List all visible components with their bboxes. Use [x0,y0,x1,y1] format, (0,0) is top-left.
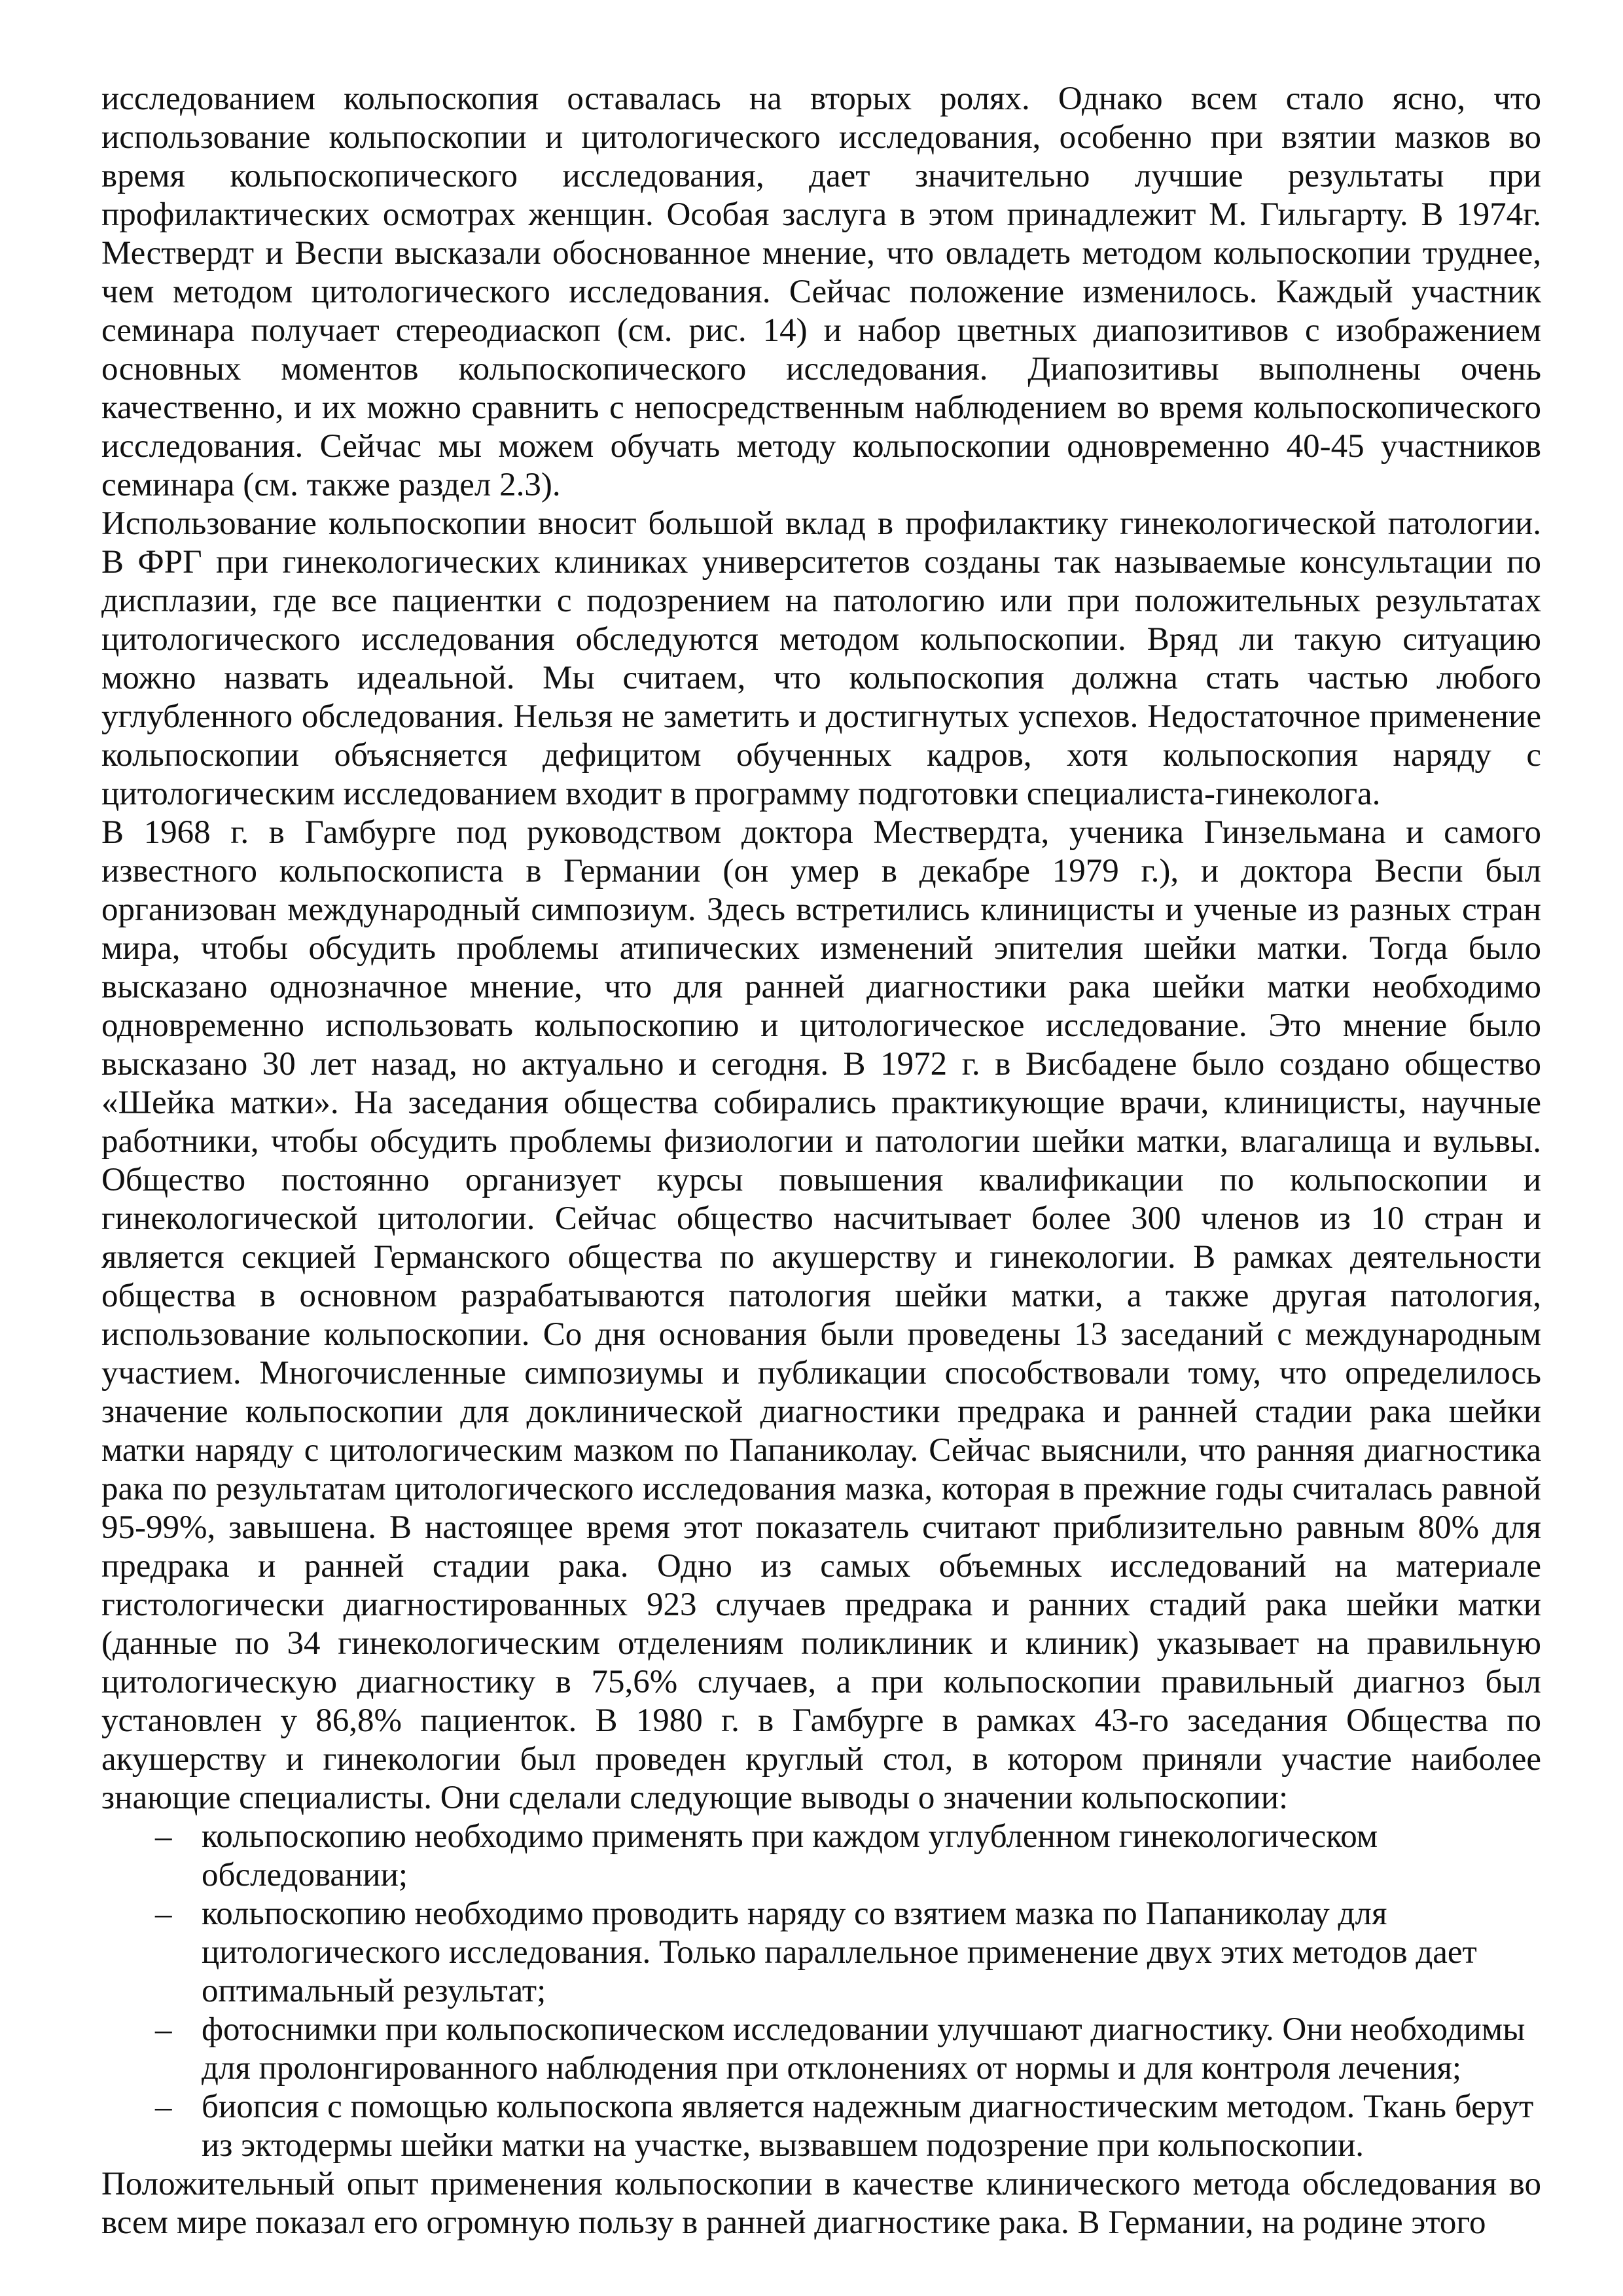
list-item-text: кольпоскопию необходимо применять при каждом углубленном гинекологическом обследовании; [202,1818,1378,1893]
list-dash-marker: – [155,2011,172,2048]
list-dash-marker: – [155,1895,172,1932]
paragraph-colposcopy-prevention: Использование кольпоскопии вносит большой вклад в профилактику гинекологической патологии. В ФРГ при гинекологических клиниках университетов созданы так называемые консультации по дисплазии, где все пациентки с подозрением на патологию или при положительных результатах цитологического исследования обследуются методом кольпоскопии. Вряд ли такую ситуацию можно назвать идеальной. Мы считаем, что кольпоскопия должна стать частью любого углубленного обследования. Нельзя не заметить и достигнутых успехов. Недостаточное применение кольпоскопии объясняется дефицитом обученных кадров, хотя кольпоскопия наряду с цитологическим исследованием входит в программу подготовки специалиста-гинеколога. [101,505,1541,812]
list-item [101,2011,1541,2088]
list-dash-marker: – [155,1818,172,1855]
list-item-text: фотоснимки при кольпоскопическом исследовании улучшают диагностику. Они необходимы для пролонгированного наблюдения при отклонениях от нормы и для контроля лечения; [202,2011,1525,2087]
paragraph-positive-experience: Положительный опыт применения кольпоскопии в качестве клинического метода обследования во всем мире показал его огромную пользу в ранней диагностике рака. В Германии, на родине этого [101,2166,1541,2241]
list-item [101,1818,1541,1895]
list-item-text: биопсия с помощью кольпоскопа является надежным диагностическим методом. Ткань берут из эктодермы шейки матки на участке, вызвавшем подозрение при кольпоскопии. [202,2089,1534,2164]
list-dash-marker: – [155,2089,172,2125]
conclusions-list [101,1818,1541,2165]
paragraph-colposcopy-training: исследованием кольпоскопия оставалась на вторых ролях. Однако всем стало ясно, что использование кольпоскопии и цитологического исследования, особенно при взятии мазков во время кольпоскопического исследования, дает значительно лучшие результаты при профилактических осмотрах женщин. Особая заслуга в этом принадлежит М. Гильгарту. В 1974г. Мествердт и Веспи высказали обоснованное мнение, что овладеть методом кольпоскопии труднее, чем методом цитологического исследования. Сейчас положение изменилось. Каждый участник семинара получает стереодиаскоп (см. рис. 14) и набор цветных диапозитивов с изображением основных моментов кольпоскопического исследования. Диапозитивы выполнены очень качественно, и их можно сравнить с непосредственным наблюдением во время кольпоскопического исследования. Сейчас мы можем обучать методу кольпоскопии одновременно 40-45 участников семинара (см. также раздел 2.3). [101,81,1541,503]
list-item [101,2088,1541,2165]
list-item-text: кольпоскопию необходимо проводить наряду со взятием мазка по Папаниколау для цитологического исследования. Только параллельное применение двух этих методов дает оптимальный результат; [202,1895,1477,2009]
list-item [101,1895,1541,2011]
paragraph-symposium-history: В 1968 г. в Гамбурге под руководством доктора Мествердта, ученика Гинзельмана и самого известного кольпоскописта в Германии (он умер в декабре 1979 г.), и доктора Веспи был организован международный симпозиум. Здесь встретились клиницисты и ученые из разных стран мира, чтобы обсудить проблемы атипических изменений эпителия шейки матки. Тогда было высказано однозначное мнение, что для ранней диагностики рака шейки матки необходимо одновременно использовать кольпоскопию и цитологическое исследование. Это мнение было высказано 30 лет назад, но актуально и сегодня. В 1972 г. в Висбадене было создано общество «Шейка матки». На заседания общества собирались практикующие врачи, клиницисты, научные работники, чтобы обсудить проблемы физиологии и патологии шейки матки, влагалища и вульвы. Общество постоянно организует курсы повышения квалификации по кольпоскопии и гинекологической цитологии. Сейчас общество насчитывает более 300 членов из 10 стран и является секцией Германского общества по акушерству и гинекологии. В рамках деятельности общества в основном разрабатываются патология шейки матки, а также другая патология, использование кольпоскопии. Со дня основания были проведены 13 заседаний с международным участием. Многочисленные симпозиумы и публикации способствовали тому, что определилось значение кольпоскопии для доклинической диагностики предрака и ранней стадии рака шейки матки наряду с цитологическим мазком по Папаниколау. Сейчас выяснили, что ранняя диагностика рака по результатам цитологического исследования мазка, которая в прежние годы считалась равной 95-99%, завышена. В настоящее время этот показатель считают приблизительно равным 80% для предрака и ранней стадии рака. Одно из самых объемных исследований на материале гистологически диагностированных 923 случаев предрака и ранних стадий рака шейки матки (данные по 34 гинекологическим отделениям поликлиник и клиник) указывает на правильную цитологическую диагностику в 75,6% случаев, а при кольпоскопии правильный диагноз был установлен у 86,8% пациенток. В 1980 г. в Гамбурге в рамках 43-го заседания Общества по акушерству и гинекологии был проведен круглый стол, в котором приняли участие наиболее знающие специалисты. Они сделали следующие выводы о значении кольпоскопии: [101,814,1541,1816]
document-body [101,80,1541,2242]
